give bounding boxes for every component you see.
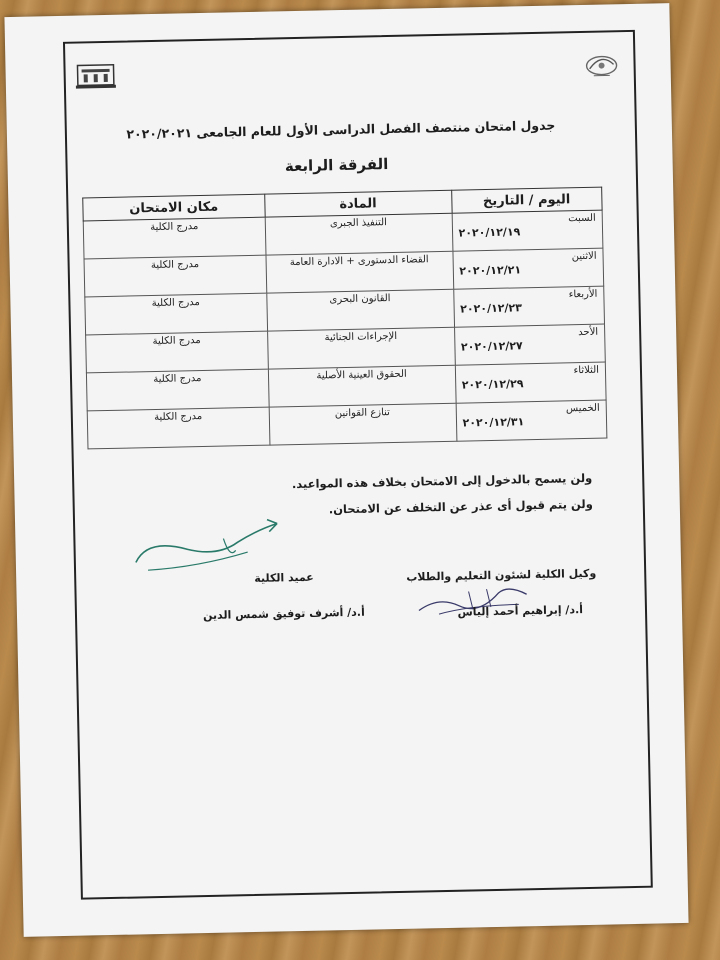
exam-date: ٢٠٢٠/١٢/٢٣ — [460, 301, 523, 316]
subject-cell: القانون البحرى — [266, 289, 454, 331]
day-date-cell — [452, 210, 603, 251]
university-logo-icon — [73, 61, 118, 92]
place-cell: مدرج الكلية — [85, 293, 267, 335]
dean-signature-scribble — [127, 507, 288, 580]
document-frame — [63, 30, 653, 900]
subject-cell: التنفيذ الجبرى — [265, 213, 453, 255]
column-header-subject: المادة — [264, 190, 451, 217]
class-level-title: الفرقة الرابعة — [284, 155, 389, 176]
day-date-cell — [453, 286, 604, 327]
exam-date: ٢٠٢٠/١٢/٢٧ — [460, 339, 523, 354]
dean-name: أ.د/ أشرف توفيق شمس الدين — [202, 605, 365, 623]
place-cell: مدرج الكلية — [87, 407, 269, 449]
vice-dean-title: وكيل الكلية لشئون التعليم والطلاب — [406, 566, 597, 584]
faculty-logo-icon — [579, 50, 624, 81]
exam-schedule-table — [82, 187, 607, 450]
place-cell: مدرج الكلية — [86, 331, 268, 373]
place-cell: مدرج الكلية — [83, 217, 265, 259]
column-header-day-date: اليوم / التاريخ — [451, 187, 602, 213]
dean-title: عميد الكلية — [254, 570, 314, 585]
day-name: الأربعاء — [568, 288, 598, 301]
document-page — [4, 3, 688, 937]
note-line: ولن يسمح بالدخول إلى الامتحان بخلاف هذه المواعيد. — [291, 470, 593, 492]
exam-date: ٢٠٢٠/١٢/٢٩ — [461, 377, 524, 392]
day-date-cell — [454, 324, 605, 365]
subject-cell: الإجراءات الجنائية — [267, 327, 455, 369]
subject-cell: الحقوق العينية الأصلية — [268, 365, 456, 407]
exam-date: ٢٠٢٠/١٢/٣١ — [462, 415, 525, 430]
day-name: الثلاثاء — [573, 364, 600, 377]
day-name: الخميس — [565, 402, 600, 415]
exam-date: ٢٠٢٠/١٢/١٩ — [458, 225, 521, 240]
exam-date: ٢٠٢٠/١٢/٢١ — [459, 263, 522, 278]
day-date-cell — [456, 400, 607, 441]
vice-dean-name: أ.د/ إبراهيم أحمد إلياس — [457, 603, 584, 619]
day-date-cell — [455, 362, 606, 403]
subject-cell: القضاء الدستورى + الادارة العامة — [266, 251, 454, 293]
day-name: الاثنين — [571, 250, 597, 263]
place-cell: مدرج الكلية — [84, 255, 266, 297]
place-cell: مدرج الكلية — [86, 369, 268, 411]
day-date-cell — [452, 248, 603, 289]
document-title: جدول امتحان منتصف الفصل الدراسى الأول للعام الجامعى ٢٠٢٠/٢٠٢١ — [126, 117, 556, 142]
day-name: الأحد — [578, 326, 599, 339]
exam-notes — [292, 465, 593, 523]
subject-cell: تنازع القوانين — [269, 403, 457, 445]
column-header-place: مكان الامتحان — [83, 194, 265, 221]
note-line: ولن يتم قبول أى عذر عن التخلف عن الامتحان. — [328, 496, 593, 517]
day-name: السبت — [568, 212, 596, 225]
